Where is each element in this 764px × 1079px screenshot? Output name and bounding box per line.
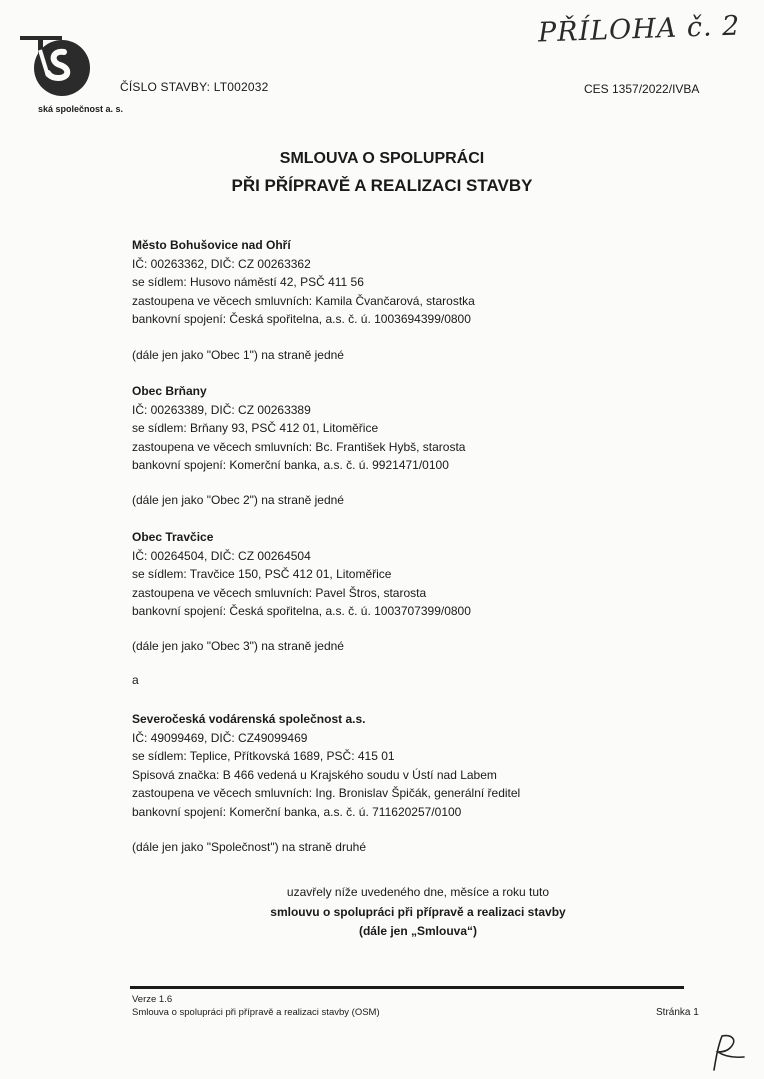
closing-line-1: uzavřely níže uvedeného dne, měsíce a roku tuto [286,885,550,899]
party-block-company [132,710,612,822]
party-ids: IČ: 00264504, DIČ: CZ 00264504 [132,548,311,563]
party-represented: zastoupena ve věcech smluvních: Kamila Čvančarová, starostka [132,293,475,308]
company-name: Severočeská vodárenská společnost a.s. [132,712,366,726]
footer-page-number: Stránka 1 [656,1007,699,1018]
party-seat: se sídlem: Brňany 93, PSČ 412 01, Litoměřice [132,421,379,436]
footer-divider [130,986,684,989]
party-name: Město Bohušovice nad Ohří [132,238,291,252]
company-bank: bankovní spojení: Komerční banka, a.s. č. ú. 711620257/0100 [132,804,462,819]
company-register: Spisová značka: B 466 vedená u Krajského soudu v Ústí nad Labem [132,767,497,782]
party-represented: zastoupena ve věcech smluvních: Bc. František Hybš, starosta [132,439,466,454]
party-note-obec-2: (dále jen jako "Obec 2") na straně jedné [132,493,344,507]
party-block-obec-2 [132,382,592,475]
party-note-obec-1: (dále jen jako "Obec 1") na straně jedné [132,348,344,362]
company-represented: zastoupena ve věcech smluvních: Ing. Bronislav Špičák, generální ředitel [132,786,521,801]
footer-version: Verze 1.6 [132,994,173,1005]
building-number: ČÍSLO STAVBY: LT002032 [120,80,269,94]
reference-number: CES 1357/2022/IVBA [584,82,700,96]
party-bank: bankovní spojení: Česká spořitelna, a.s. č. ú. 1003707399/0800 [132,604,471,619]
party-name: Obec Travčice [132,530,214,544]
party-seat: se sídlem: Husovo náměstí 42, PSČ 411 56 [132,275,364,290]
company-ids: IČ: 49099469, DIČ: CZ49099469 [132,730,308,745]
company-note: (dále jen jako "Společnost") na straně druhé [132,840,366,854]
party-ids: IČ: 00263389, DIČ: CZ 00263389 [132,402,311,417]
party-block-obec-1 [132,236,592,329]
party-seat: se sídlem: Travčice 150, PSČ 412 01, Litoměřice [132,567,392,582]
closing-line-2: smlouvu o spolupráci při přípravě a realizaci stavby [270,905,566,919]
party-bank: bankovní spojení: Komerční banka, a.s. č. ú. 9921471/0100 [132,458,449,473]
company-seat: se sídlem: Teplice, Přítkovská 1689, PSČ: 415 01 [132,749,395,764]
document-subtitle: PŘI PŘÍPRAVĚ A REALIZACI STAVBY [231,176,533,195]
party-ids: IČ: 00263362, DIČ: CZ 00263362 [132,256,311,271]
party-block-obec-3 [132,528,592,621]
party-represented: zastoupena ve věcech smluvních: Pavel Štros, starosta [132,585,427,600]
company-short-name: ská společnost a. s. [38,104,124,114]
party-note-obec-3: (dále jen jako "Obec 3") na straně jedné [132,639,344,653]
handwritten-annotation: PŘÍLOHA č. 2 [537,10,741,49]
footer-document-name: Smlouva o spolupráci při přípravě a realizaci stavby (OSM) [132,1007,380,1018]
party-name: Obec Brňany [132,384,207,398]
handwritten-initials-icon [700,1030,750,1075]
party-bank: bankovní spojení: Česká spořitelna, a.s. č. ú. 1003694399/0800 [132,312,471,327]
document-title: SMLOUVA O SPOLUPRÁCI [279,150,485,167]
and-conjunction: a [132,673,139,687]
company-logo-icon [18,32,98,108]
closing-line-3: (dále jen „Smlouva“) [358,924,478,938]
